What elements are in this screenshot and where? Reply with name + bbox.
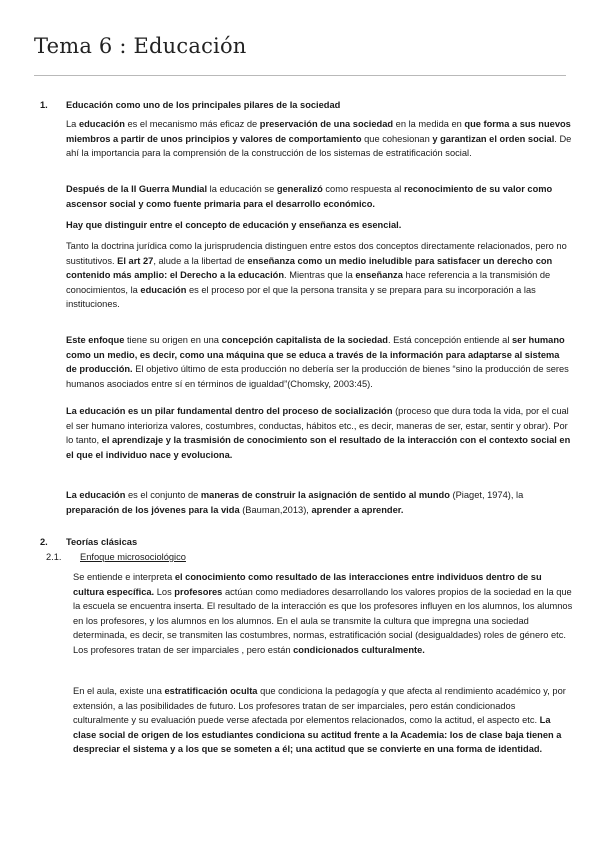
text-run: es el conjunto de: [125, 490, 201, 500]
text-run: es el proceso por el que la persona transita y se prepara para su incorporación a las instituciones.: [66, 284, 536, 310]
text-run: como respuesta al: [322, 184, 404, 194]
text-run: La: [66, 119, 79, 129]
section-2-number: 2.: [40, 537, 48, 547]
bold-run: preservación de una sociedad: [259, 119, 394, 129]
section-1-heading: Educación como uno de los principales pilares de la sociedad: [66, 100, 341, 110]
text-run: (Bauman,2013),: [239, 504, 312, 515]
bold-run: generalizó: [276, 184, 323, 194]
subsection-2-1-number: 2.1.: [46, 552, 62, 562]
text-run: que condiciona la pedagogía y que afecta al rendimiento académico y, por extensión, a las posibilidades de futuro. Los profesores tratan de ser imparciales, pero están condicionados culturalmente y su evaluación puede verse afectada por elementos relacionados, como la actitud, el aspecto etc.: [73, 686, 566, 726]
bold-run: educación: [78, 119, 125, 129]
text-run: Los: [154, 586, 175, 597]
section-1-paragraph-7: [66, 488, 572, 517]
section-1-paragraph-2: [66, 182, 572, 211]
bold-run: el aprendizaje y la trasmisión de conocimiento son el resultado de la interacción con el contexto social en el que el individuo nace y evoluciona.: [66, 435, 571, 460]
bold-run: enseñanza: [355, 270, 403, 281]
text-run: la educación se: [207, 184, 277, 194]
bold-run: enseñanza como un medio ineludible para satisfacer un derecho con contenido más amplio: el Derecho a la educación: [66, 255, 553, 281]
section-1-number: 1.: [40, 100, 48, 110]
bold-run: reconocimiento de su valor como ascensor social y como fuente primaria para el desarrollo económico.: [66, 184, 553, 209]
bold-run: maneras de construir la asignación de sentido al mundo: [200, 490, 450, 500]
bold-run: concepción capitalista de la sociedad: [221, 335, 388, 345]
text-run: . De ahí la importancia para la comprensión de la construcción de los sistemas de estratificación social.: [66, 133, 572, 159]
bold-run: que forma a sus nuevos miembros a partir de unos principios y valores de comportamiento: [66, 119, 571, 144]
bold-run: el conocimiento como resultado de las interacciones entre individuos dentro de su cultura específica.: [73, 572, 542, 597]
bold-run: educación: [140, 284, 187, 295]
text-run: En el aula, existe una: [73, 686, 165, 696]
bold-run: Hay que distinguir entre el concepto de educación y enseñanza es esencial.: [66, 220, 402, 230]
bold-run: profesores: [174, 586, 223, 597]
text-run: en la medida en: [393, 119, 465, 129]
section-2-paragraph-2: [73, 684, 573, 757]
text-run: (proceso que dura toda la vida, por el cual el ser humano interioriza valores, costumbres, conductas, hábitos etc., es decir, maneras de ser, estar, sentir y obrar). Por lo tanto,: [66, 406, 569, 446]
bold-run: Este enfoque: [66, 335, 125, 345]
section-1-paragraph-3: [66, 218, 572, 233]
text-run: actúan como mediadores desarrollando los valores propios de la sociedad en la que la escuela se encuentra inserta. El resultado de la interacción es que los profesores influyen en los alumnos, los alumnos en los profesores, y los alumnos en los alumnos. En el aula se transmite la cultura que impregna una sociedad determinada, es decir, se transmiten las costumbres, normas, estratificación social (desigualdades) roles de género etc. Los profesores tratan de ser imparciales , pero están: [73, 586, 573, 655]
text-run: es el mecanismo más eficaz de: [124, 119, 260, 129]
section-1-paragraph-6: [66, 404, 572, 462]
text-run: . Mientras que la: [284, 270, 356, 281]
page-title: Tema 6 : Educación: [34, 34, 247, 58]
bold-run: El art 27: [117, 255, 154, 266]
section-1-paragraph-1: [66, 117, 572, 161]
section-2-paragraph-1: [73, 570, 573, 658]
text-run: . Está concepción entiende al: [387, 335, 512, 345]
section-1-paragraph-4: [66, 239, 572, 312]
bold-run: aprender a aprender.: [311, 504, 404, 515]
bold-run: La educación: [66, 490, 126, 500]
text-run: hace referencia a la transmisión de conocimientos, la: [66, 270, 551, 295]
subsection-2-1-title: Enfoque microsociológico: [80, 552, 186, 562]
bold-run: La clase social de origen de los estudiantes condiciona su actitud frente a la Academia: los de clase baja tienen a despreciar el sistema y a los que se someten a él; una actitud que se convierte en una forma de identidad.: [73, 715, 562, 755]
bold-run: Después de la II Guerra Mundial: [66, 184, 208, 194]
title-divider: [34, 75, 566, 76]
section-1-paragraph-5: [66, 333, 572, 391]
bold-run: preparación de los jóvenes para la vida: [66, 504, 240, 515]
text-run: Se entiende e interpreta: [73, 572, 175, 582]
bold-run: y garantizan el orden social: [432, 133, 555, 144]
bold-run: estratificación oculta: [164, 686, 258, 696]
text-run: Tanto la doctrina jurídica como la jurisprudencia distinguen entre estos dos conceptos directamente relacionados, pero no sustitutivos.: [66, 241, 567, 266]
bold-run: La educación es un pilar fundamental dentro del proceso de socialización: [66, 406, 393, 416]
text-run: , alude a la libertad de: [153, 255, 248, 266]
text-run: El objetivo último de esta producción no debería ser la producción de bienes “sino la producción de seres humanos asociados entre sí en términos de igualdad”(Chomsky, 2003:45).: [66, 364, 569, 389]
text-run: tiene su origen en una: [124, 335, 222, 345]
bold-run: ser humano como un medio, es decir, como una máquina que se educa a través de la información para adaptarse al sistema de producción.: [66, 335, 565, 375]
text-run: (Piaget, 1974), la: [449, 490, 524, 500]
text-run: que cohesionan: [361, 133, 433, 144]
bold-run: condicionados culturalmente.: [293, 644, 425, 655]
section-2-heading: Teorías clásicas: [66, 537, 138, 547]
